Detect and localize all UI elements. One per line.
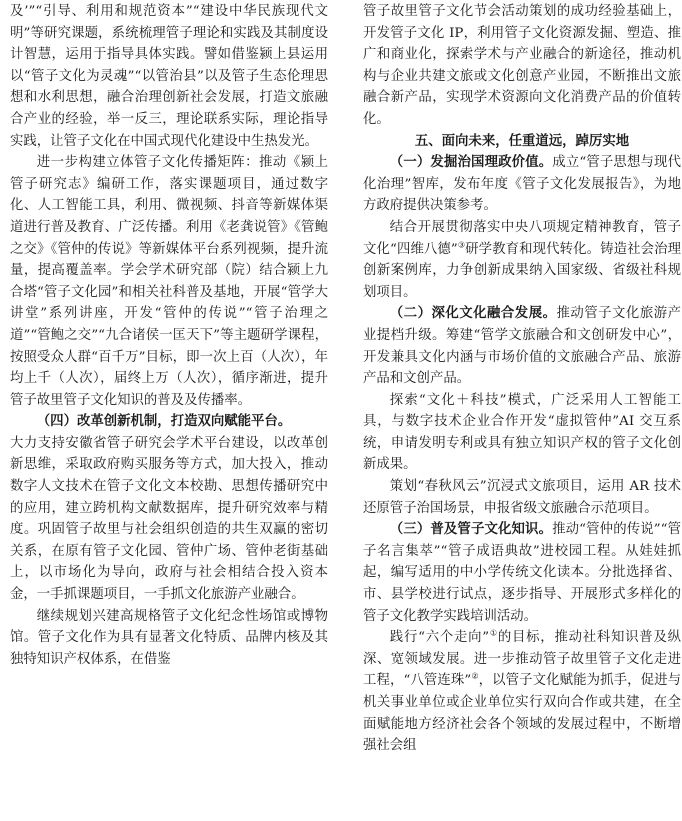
body-paragraph [363, 303, 681, 389]
body-paragraph: 大力支持安徽省管子研究会学术平台建设，以改革创新思维，采取政府购买服务等方式，加大投入，推动数字人文技术在管子文化文本校勘、思想传播研究中的应用，建立跨机构文献数据库，提升研究效率与精度。巩固管子故里与社会组织创造的共生双赢的密切关系，在原有管子文化园、管仲广场、管仲老街基础上，以市场化为导向，政府与社会相结合投入资本金，一手抓课题项目，一手抓文化旅游产业融合。 [10, 435, 328, 603]
paragraph-text: 结合开展贯彻落实中央八项规定精神教育，管子文化“四维八德” [363, 219, 681, 257]
paragraph-text: ，以管子文化赋能为抓手，促进与机关事业单位或企业单位实行双向合作或共建，在全面赋能地方经济社会各个领域的发展过程中，不断增强社会组 [363, 673, 682, 754]
body-paragraph [363, 519, 681, 627]
paragraph-text: 成立“管子思想与现代化治理”智库，发布年度《管子文化发展报告》，为地方政府提供决策参考。 [363, 155, 681, 214]
body-paragraph [363, 152, 681, 217]
left-column [10, 1, 328, 670]
right-column [363, 1, 681, 757]
subsection-heading: （一）发掘治国理政价值。 [389, 154, 553, 171]
paragraph-text: 推动管子文化旅游产业提档升级。筹建“管学文旅融合和文创研发中心”，开发兼具文化内涵与市场价值的文旅融合产品、旅游产品和文创产品。 [363, 306, 681, 387]
paragraph-text: 推动“管仲的传说”“管子名言集萃”“管子成语典故”进校园工程。从娃娃抓起，编写适用的中小学传统文化读本。分批选择省、市、县学校进行试点，逐步指导、开展形式多样化的管子文化教学实践培训活动。 [363, 522, 681, 624]
subsection-heading: （二）深化文化融合发展。 [389, 305, 557, 322]
footnote-marker: ② [471, 671, 479, 681]
body-paragraph: 探索“文化＋科技”模式，广泛采用人工智能工具，与数字技术企业合作开发“虚拟管仲”AI 交互系统，申请发明专利或具有独立知识产权的管子文化创新成果。 [363, 392, 681, 473]
body-paragraph: 继续规划兴建高规格管子文化纪念性场馆或博物馆。管子文化作为具有显著文化特质、品牌内核及其独特知识产权体系，在借鉴 [10, 608, 328, 667]
body-paragraph [363, 217, 681, 303]
body-paragraph: 管子故里管子文化节会活动策划的成功经验基础上，开发管子文化 IP，利用管子文化资源发掘、塑造、推广和商业化，探索学术与产业融合的新途径，推动机构与企业共建文旅或文化创意产业园，不断推出文旅融合新产品，实现学术资源向文化消费产品的价值转化。 [363, 4, 681, 127]
footnote-marker: ① [489, 628, 498, 638]
subsection-heading: （四）改革创新机制，打造双向赋能平台。 [36, 413, 292, 430]
body-paragraph [363, 627, 681, 757]
paragraph-text: 研学教育和现代转化。铸造社会治理创新案例库，力争创新成果纳入国家级、省级社科规划项目。 [363, 241, 682, 300]
section-heading: 五、面向未来，任重道远，踔厉实地 [414, 132, 630, 149]
paragraph-text: 践行“六个走向” [389, 630, 490, 646]
body-paragraph: 及’”“引导、利用和规范资本”“建设中华民族现代文明”等研究课题，系统梳理管子理论和实践及其制度设计智慧，运用于指导具体实践。譬如借鉴颍上县运用以“管子文化为灵魂”“以管治县”以及管子生态伦理思想和水利思想，融合治理创新社会发展，打造文旅融合产业的经验，举一反三，理论联系实际，理论指导实践，让管子文化在中国式现代化建设中生热发光。 [10, 4, 328, 149]
subsection-heading: （三）普及管子文化知识。 [389, 521, 553, 538]
body-paragraph: 进一步构建立体管子文化传播矩阵：推动《颍上管子研究志》编研工作，落实课题项目，通过数字化、人工智能工具，利用、微视频、抖音等新媒体渠道进行普及教育、广泛传播。利用《老龚说管》《管鲍之交》《管仲的传说》等新媒体平台系列视频，提升流量，提高覆盖率。学会学术研究部（院）结合颍上九合塔“管子文化园”和相关社科普及基地，开展“管学大讲堂”系列讲座，开发“管仲的传说”“管子治理之道”“管鲍之交”“九合诸侯一匡天下”等主题研学课程，按照受众人群“百千万”目标，即一次上百（人次），年均上千（人次），届终上万（人次），循序渐进，提升管子故里管子文化知识的普及及传播率。 [10, 155, 328, 408]
paragraph-text: 的目标，推动社科知识普及纵深、宽领域发展。进一步推动管子故里管子文化走进工程，“八管连珠” [363, 630, 681, 689]
footnote-marker: ③ [457, 240, 466, 250]
body-paragraph: 策划“春秋风云”沉浸式文旅项目，运用 AR 技术还原管子治国场景，申报省级文旅融合示范项目。 [363, 479, 681, 516]
